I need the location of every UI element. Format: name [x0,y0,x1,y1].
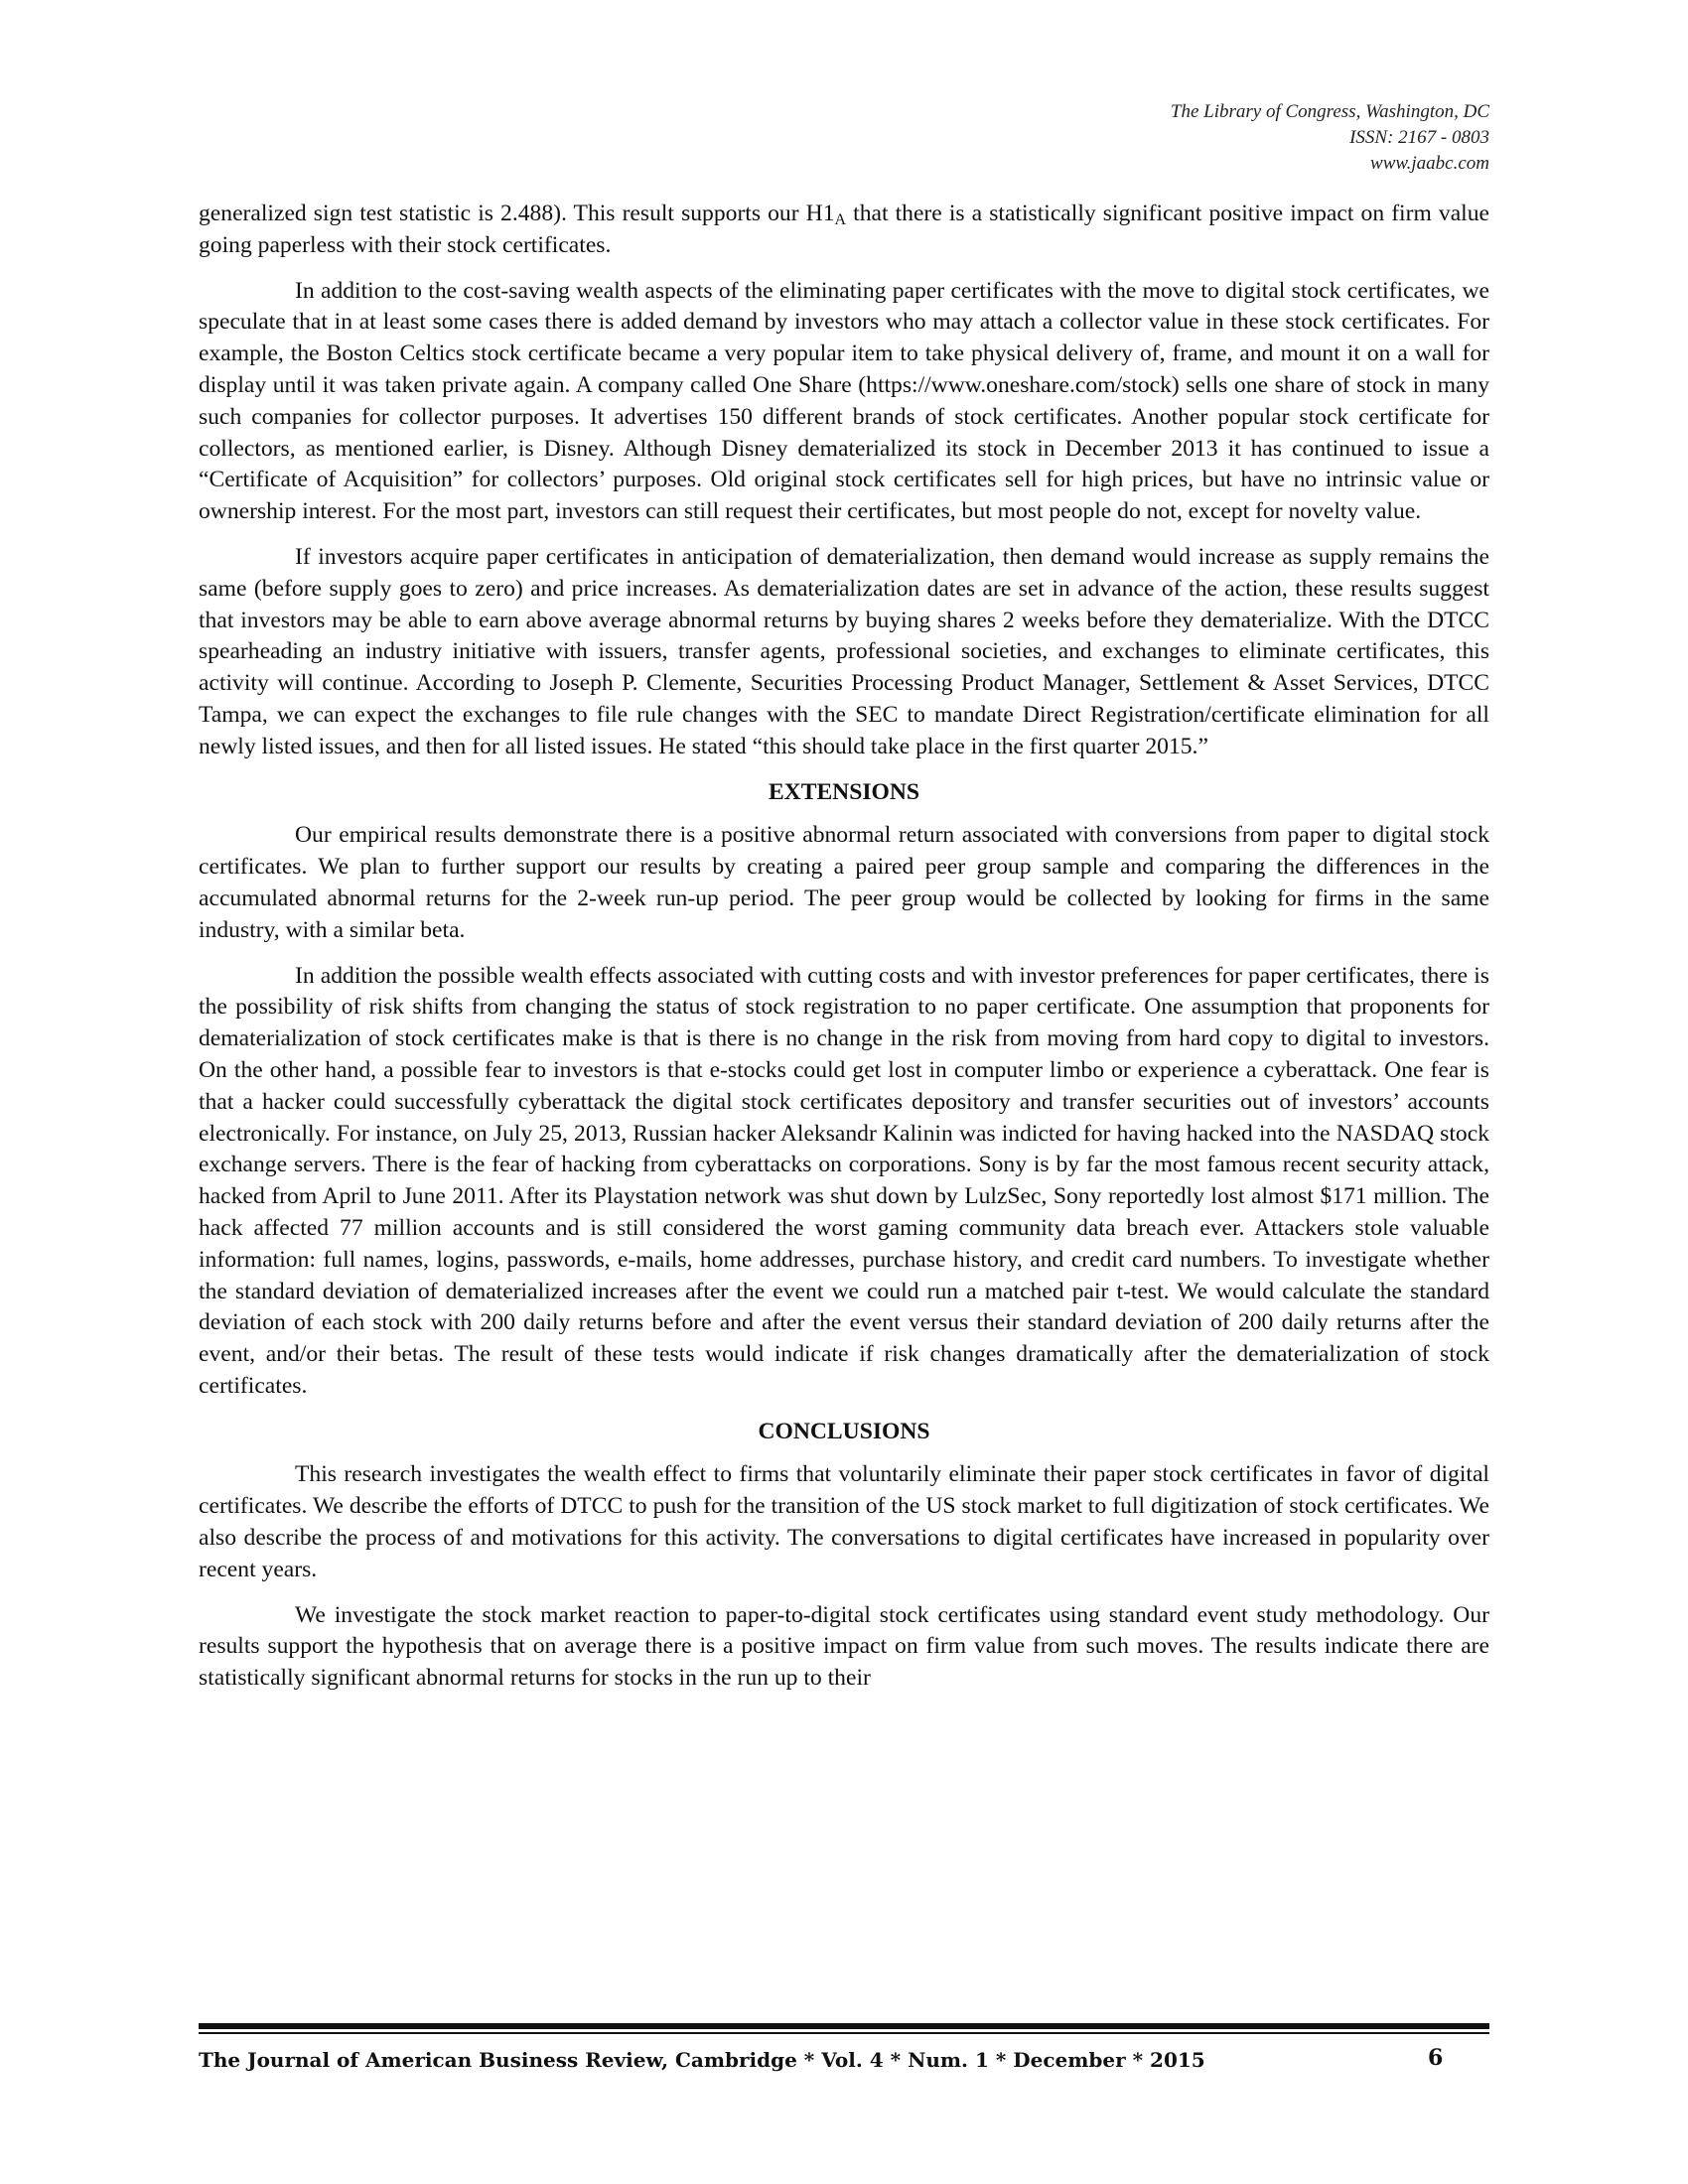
header-issn: ISSN: 2167 - 0803 [1349,127,1489,148]
paragraph-4: Our empirical results demonstrate there is a positive abnormal return associated with conversions from paper to digital stock certificates. We plan to further support our results by creating a paired peer group sample and comparing the differences in the accumulated abnormal returns for the 2-week run-up period. The peer group would be collected by looking for firms in the same industry, with a similar beta. [199,822,1489,943]
page-number: 6 [1428,2045,1444,2071]
section-heading-conclusions: CONCLUSIONS [758,1418,930,1444]
running-header [1171,99,1489,177]
paragraph-1-text-a: generalized sign test statistic is 2.488). This result supports our H1 [199,201,835,226]
section-heading-extensions: EXTENSIONS [768,778,920,805]
footer-journal-citation: The Journal of American Business Review, Cambridge * Vol. 4 * Num. 1 * December * 2015 [199,2048,1205,2072]
paragraph-3: If investors acquire paper certificates in anticipation of dematerialization, then demand would increase as supply remains the same (before supply goes to zero) and price increases. As dematerialization dates are set in advance of the action, these results suggest that investors may be able to earn above average abnormal returns by buying shares 2 weeks before they dematerialize. With the DTCC spearheading an industry initiative with issuers, transfer agents, professional societies, and exchanges to eliminate certificates, this activity will continue. According to Joseph P. Clemente, Securities Processing Product Manager, Settlement & Asset Services, DTCC Tampa, we can expect the exchanges to file rule changes with the SEC to mandate Direct Registration/certificate elimination for all newly listed issues, and then for all listed issues. He stated “this should take place in the first quarter 2015.” [199,543,1489,759]
article-body [199,199,1489,1708]
header-website: www.jaabc.com [1370,153,1489,174]
paragraph-5: In addition the possible wealth effects associated with cutting costs and with investor preferences for paper certificates, there is the possibility of risk shifts from changing the status of stock registration to no paper certificate. One assumption that proponents for dematerialization of stock certificates make is that is there is no change in the risk from moving from hard copy to digital to investors. On the other hand, a possible fear to investors is that e-stocks could get lost in computer limbo or experience a cyberattack. One fear is that a hacker could successfully cyberattack the digital stock certificates depository and transfer securities out of investors’ accounts electronically. For instance, on July 25, 2013, Russian hacker Aleksandr Kalinin was indicted for having hacked into the NASDAQ stock exchange servers. There is the fear of hacking from cyberattacks on corporations. Sony is by far the most famous recent security attack, hacked from April to June 2011. After its Playstation network was shut down by LulzSec, Sony reportedly lost almost $171 million. The hack affected 77 million accounts and is still considered the worst gaming community data breach ever. Attackers stole valuable information: full names, logins, passwords, e-mails, home addresses, purchase history, and credit card numbers. To investigate whether the standard deviation of dematerialized increases after the event we could run a matched pair t-test. We would calculate the standard deviation of each stock with 200 daily returns before and after the event versus their standard deviation of 200 daily returns after the event, and/or their betas. The result of these tests would indicate if risk changes dramatically after the dematerialization of stock certificates. [199,962,1489,1399]
footer-rule-thin [199,2032,1489,2034]
paragraph-2: In addition to the cost-saving wealth aspects of the eliminating paper certificates with the move to digital stock certificates, we speculate that in at least some cases there is added demand by investors who may attach a collector value in these stock certificates. For example, the Boston Celtics stock certificate became a very popular item to take physical delivery of, frame, and mount it on a wall for display until it was taken private again. A company called One Share (https://www.oneshare.com/stock) sells one share of stock in many such companies for collector purposes. It advertises 150 different brands of stock certificates. Another popular stock certificate for collectors, as mentioned earlier, is Disney. Although Disney dematerialized its stock in December 2013 it has continued to issue a “Certificate of Acquisition” for collectors’ purposes. Old original stock certificates sell for high prices, but have no intrinsic value or ownership interest. For the most part, investors can still request their certificates, but most people do not, except for novelty value. [199,277,1489,525]
header-publisher: The Library of Congress, Washington, DC [1170,101,1489,122]
paragraph-1 [199,199,1489,262]
hypothesis-subscript: A [834,211,847,228]
paragraph-1-text-b: that there is a statistically significant positive impact on firm value going paperless with their stock certificates. [199,201,1489,258]
paragraph-7: We investigate the stock market reaction to paper-to-digital stock certificates using standard event study methodology. Our results support the hypothesis that on average there is a positive impact on firm value from such moves. The results indicate there are statistically significant abnormal returns for stocks in the run up to their [199,1601,1489,1692]
footer-rule-thick [199,2023,1489,2029]
paragraph-6: This research investigates the wealth effect to firms that voluntarily eliminate their paper stock certificates in favor of digital certificates. We describe the efforts of DTCC to push for the transition of the US stock market to full digitization of stock certificates. We also describe the process of and motivations for this activity. The conversations to digital certificates have increased in popularity over recent years. [199,1461,1489,1582]
